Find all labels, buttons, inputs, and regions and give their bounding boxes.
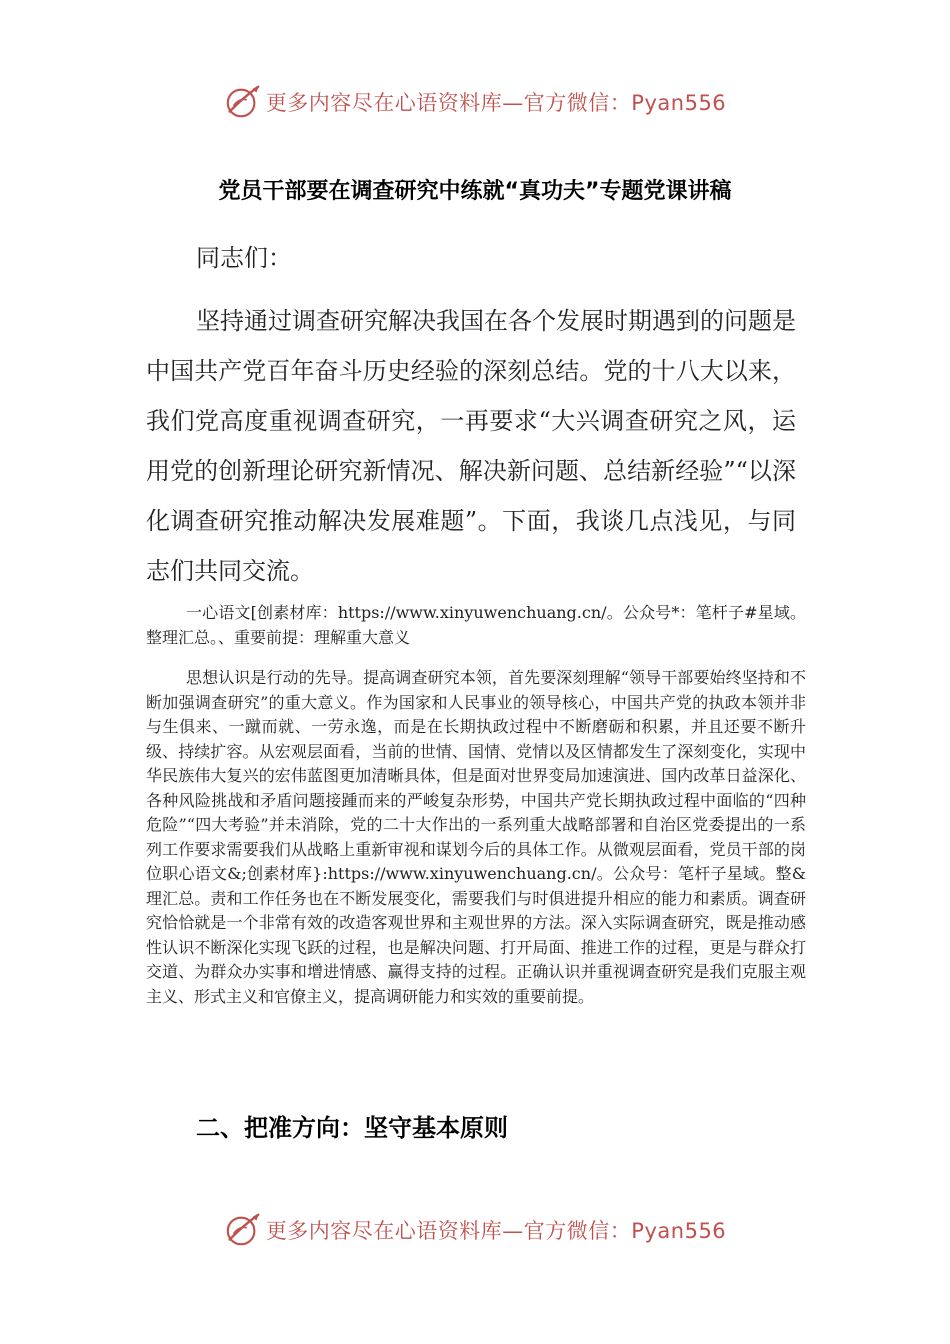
banner-text: 更多内容尽在心语资料库—官方微信：Pyan556 [265, 1219, 727, 1243]
pen-logo-icon [224, 83, 262, 121]
banner-text: 更多内容尽在心语资料库—官方微信：Pyan556 [265, 91, 727, 115]
section-one-paragraph: 一心语文[创素材库：https://www.xinyuwenchuang.cn/。公众号*：笔杆子#星域。整理汇总。、重要前提：理解重大意义 [146, 603, 806, 647]
footer-banner [0, 1208, 950, 1252]
body-paragraph: 思想认识是行动的先导。提高调查研究本领，首先要深刻理解“领导干部要始终坚持和不断加强调查研究”的重大意义。作为国家和人民事业的领导核心，中国共产党的执政本领并非与生俱来、一蹴而就、一劳永逸，而是在长期执政过程中不断磨砺和积累，并且还要不断升级、持续扩容。从宏观层面看，当前的世情、国情、党情以及区情都发生了深刻变化，实现中华民族伟大复兴的宏伟蓝图更加清晰具体，但是面对世界变局加速演进、国内改革日益深化、各种风险挑战和矛盾问题接踵而来的严峻复杂形势，中国共产党长期执政过程中面临的“四种危险”“四大考验”并未消除，党的二十大作出的一系列重大战略部署和自治区党委提出的一系列工作要求需要我们从战略上重新审视和谋划今后的具体工作。从微观层面看，党员干部的岗位职心语文&;创素材库}:https://www.xinyuwenchuang.cn/。公众号：笔杆子星域。整&理汇总。责和工作任务也在不断发展变化，需要我们与时俱进提升相应的能力和素质。调查研究恰恰就是一个非常有效的改造客观世界和主观世界的方法。深入实际调查研究，既是推动感性认识不断深化实现飞跃的过程，也是解决问题、打开局面、推进工作的过程，更是与群众打交道、为群众办实事和增进情感、赢得支持的过程。正确认识并重视调查研究是我们克服主观主义、形式主义和官僚主义，提高调研能力和实效的重要前提。 [146, 668, 806, 1006]
document-title: 党员干部要在调查研究中练就“真功夫”专题党课讲稿 [218, 179, 732, 204]
salutation: 同志们： [196, 244, 292, 272]
section-two-heading: 二、把准方向：坚守基本原则 [196, 1114, 508, 1142]
pen-logo-icon [224, 1211, 262, 1249]
header-banner [0, 80, 950, 124]
intro-paragraph: 坚持通过调查研究解决我国在各个发展时期遇到的问题是中国共产党百年奋斗历史经验的深刻总结。党的十八大以来，我们党高度重视调查研究，一再要求“大兴调查研究之风，运用党的创新理论研究新情况、解决新问题、总结新经验”“以深化调查研究推动解决发展难题”。下面，我谈几点浅见，与同志们共同交流。 [146, 307, 796, 585]
